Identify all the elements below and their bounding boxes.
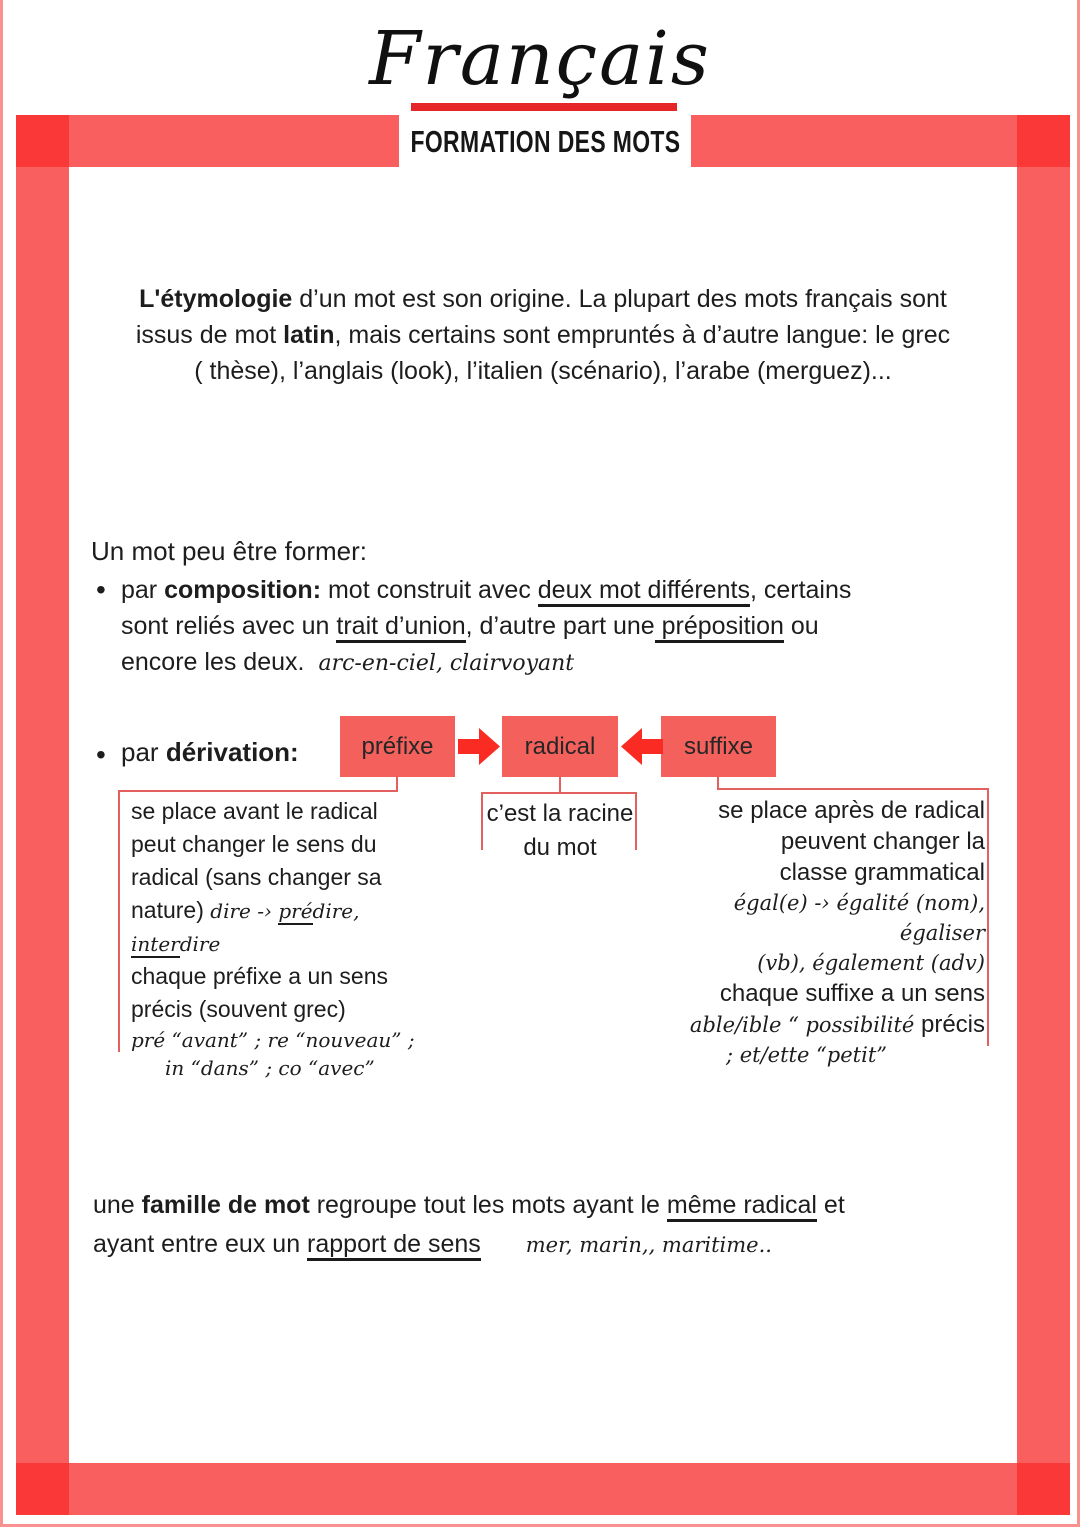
suffix-connector-top: [717, 788, 987, 790]
composition-text-k: encore les deux.: [121, 648, 305, 676]
frame-bar-left: [16, 115, 69, 1515]
prefix-note-line6: précis (souvent grec): [131, 996, 346, 1022]
prefix-connector-top: [118, 790, 398, 792]
derivation-text-a: par: [121, 737, 166, 767]
prefix-example-arrow: dire -›: [210, 899, 279, 923]
suffix-note-line5: (vb), également (adv): [757, 951, 985, 975]
suffix-note-line7: [675, 1009, 985, 1040]
etymology-line1: [73, 281, 1013, 317]
etymology-line2: [73, 317, 1013, 353]
suffix-note-line3: classe grammatical: [779, 859, 985, 886]
term-composition: composition:: [164, 576, 322, 604]
prefix-example-inter: inter: [131, 932, 180, 956]
composition-text-e: , certains: [749, 576, 852, 604]
formation-intro: Un mot peu être former:: [91, 536, 367, 566]
frame-corner-top-left: [16, 115, 69, 167]
prefix-example-dire: dire,: [312, 899, 360, 923]
composition-line1: [121, 572, 981, 608]
etymology-line3: [73, 353, 1013, 389]
suffix-note-line4: égal(e) -› égalité (nom), égaliser: [733, 891, 985, 945]
underline-meme-radical: même radical: [667, 1191, 817, 1222]
prefix-example-dire2: dire: [179, 932, 221, 956]
suffix-box-label: suffixe: [684, 732, 753, 760]
famille-line1: [93, 1186, 993, 1225]
composition-text-c: mot construit avec: [321, 576, 538, 604]
suffix-connector-side: [987, 788, 989, 1046]
underline-preposition: préposition: [655, 612, 784, 643]
suffix-box: [661, 716, 776, 777]
etymology-paragraph: [73, 281, 1013, 389]
composition-example: arc-en-ciel, clairvoyant: [318, 651, 575, 676]
famille-text-f: ayant entre eux un: [93, 1230, 308, 1258]
suffix-note-line1: se place après de radical: [718, 797, 985, 824]
prefix-note-line8: in “dans” ; co “avec”: [165, 1056, 375, 1080]
frame-corner-top-right: [1017, 115, 1070, 167]
suffix-note-precis: précis: [914, 1011, 985, 1038]
radical-connector-top: [481, 792, 637, 794]
famille-text-c: regroupe tout les mots ayant le: [309, 1191, 667, 1219]
term-famille-de-mot: famille de mot: [141, 1191, 310, 1219]
suffix-note: [675, 795, 985, 1070]
radical-note-line1: c’est la racine: [486, 800, 634, 827]
prefix-note-line1: se place avant le radical: [131, 798, 378, 824]
composition-text-j: ou: [783, 612, 819, 640]
underline-rapport-de-sens: rapport de sens: [307, 1230, 481, 1261]
term-derivation: dérivation:: [165, 737, 299, 767]
prefix-note-line4-text: nature): [131, 897, 204, 923]
suffix-note-line2: peuvent changer la: [780, 828, 985, 855]
composition-line2: [121, 608, 981, 644]
prefix-box-label: préfixe: [361, 732, 434, 760]
derivation-item: [121, 737, 299, 768]
famille-text-e: et: [816, 1191, 845, 1219]
suffix-note-line8: ; et/ette “petit”: [725, 1043, 887, 1067]
etymology-line3-text: ( thèse), l’anglais (look), l’italien (scénario), l’arabe (merguez)...: [194, 357, 892, 385]
composition-text-f: sont reliés avec un: [121, 612, 337, 640]
composition-text-h: , d’autre part une: [465, 612, 655, 640]
radical-note: [480, 797, 640, 865]
suffix-note-line6: chaque suffixe a un sens: [719, 980, 985, 1007]
radical-box: [502, 716, 618, 777]
radical-note-line2: du mot: [523, 834, 597, 861]
term-latin: latin: [283, 321, 335, 349]
prefix-note: [131, 795, 421, 1082]
prefix-note-line3: radical (sans changer sa: [131, 864, 382, 890]
prefix-note-line7: pré “avant” ; re “nouveau” ;: [131, 1028, 415, 1052]
composition-text-a: par: [121, 576, 165, 604]
famille-paragraph: [93, 1186, 993, 1265]
frame-corner-bottom-left: [16, 1463, 69, 1515]
bullet-composition: •: [96, 574, 106, 605]
etymology-line2-text1: issus de mot: [135, 321, 284, 349]
frame-band-bottom: [16, 1463, 1070, 1515]
underline-trait-union: trait d’union: [336, 612, 465, 643]
arrow-left-icon: [620, 727, 663, 766]
subtitle-label: FORMATION DES MOTS: [409, 123, 681, 159]
suffix-connector-drop: [717, 777, 719, 788]
etymology-line1-text: d’un mot est son origine. La plupart des mots français sont: [292, 285, 947, 313]
page-title: Français: [369, 16, 711, 102]
prefix-note-line2: peut changer le sens du: [131, 831, 377, 857]
radical-connector-drop: [559, 777, 561, 792]
prefix-note-line5: chaque préfixe a un sens: [131, 963, 389, 989]
etymology-line2-text2: , mais certains sont empruntés à d’autre langue: le grec: [334, 321, 951, 349]
suffix-example-able: able/ible “ possibilité: [689, 1013, 915, 1037]
radical-box-label: radical: [524, 732, 596, 760]
underline-deux-mots: deux mot différents: [538, 576, 750, 607]
famille-line2: [93, 1225, 993, 1265]
composition-item: [121, 572, 981, 682]
frame-bar-right: [1017, 115, 1070, 1515]
prefix-box: [340, 716, 455, 777]
prefix-example-pre: pré: [278, 899, 313, 923]
famille-text-a: une: [93, 1191, 142, 1219]
prefix-connector-drop: [396, 777, 398, 790]
frame-corner-bottom-right: [1017, 1463, 1070, 1515]
arrow-right-icon: [458, 727, 501, 766]
term-etymologie: L'étymologie: [139, 285, 293, 313]
prefix-note-line4: [131, 894, 421, 960]
subtitle-banner: [399, 111, 691, 172]
famille-example: mer, marin,, maritime..: [525, 1233, 772, 1257]
bullet-derivation: •: [96, 739, 106, 770]
prefix-connector-side: [118, 790, 120, 1052]
composition-line3: [121, 644, 981, 682]
title-underline: [411, 103, 677, 111]
